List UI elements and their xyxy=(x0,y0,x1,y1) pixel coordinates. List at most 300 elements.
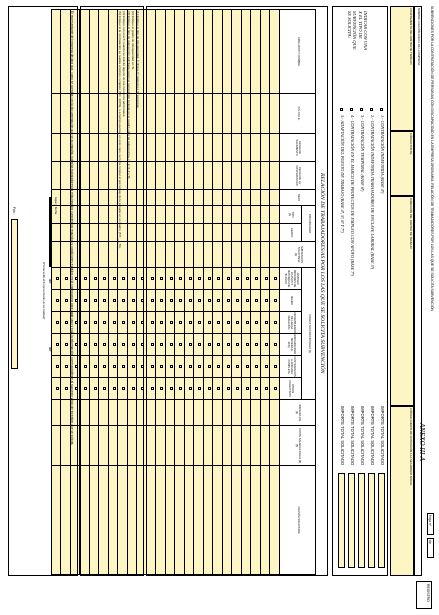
additional-group-checkbox-cell[interactable] xyxy=(261,312,271,334)
checkbox[interactable] xyxy=(160,365,163,368)
subsidy-amount-5-field[interactable] xyxy=(338,473,345,568)
table-cell[interactable] xyxy=(242,134,252,162)
checkbox[interactable] xyxy=(265,387,268,390)
checkbox[interactable] xyxy=(170,299,173,302)
table-cell[interactable] xyxy=(166,190,176,206)
table-cell[interactable] xyxy=(185,162,195,190)
table-cell[interactable] xyxy=(166,206,176,224)
table-cell[interactable] xyxy=(147,242,157,268)
checkbox[interactable] xyxy=(208,387,211,390)
additional-group-checkbox-cell[interactable] xyxy=(223,356,233,378)
table-cell[interactable] xyxy=(213,242,223,268)
table-cell[interactable] xyxy=(156,10,166,94)
additional-group-checkbox-cell[interactable] xyxy=(223,334,233,356)
table-cell[interactable] xyxy=(147,10,157,94)
checkbox[interactable] xyxy=(170,387,173,390)
additional-group-checkbox-cell[interactable] xyxy=(223,290,233,312)
checkbox[interactable] xyxy=(208,321,211,324)
checkbox[interactable] xyxy=(208,365,211,368)
table-cell[interactable] xyxy=(261,426,271,466)
checkbox[interactable] xyxy=(208,277,211,280)
table-cell[interactable] xyxy=(194,242,204,268)
table-cell[interactable] xyxy=(194,224,204,242)
checkbox[interactable] xyxy=(255,277,258,280)
additional-group-checkbox-cell[interactable] xyxy=(251,290,261,312)
checkbox[interactable] xyxy=(236,277,239,280)
table-cell[interactable] xyxy=(242,206,252,224)
table-cell[interactable] xyxy=(185,10,195,94)
checkbox[interactable] xyxy=(170,321,173,324)
table-cell[interactable] xyxy=(251,224,261,242)
additional-group-checkbox-cell[interactable] xyxy=(194,334,204,356)
postal-code-field[interactable] xyxy=(390,131,414,196)
checkbox[interactable] xyxy=(274,365,277,368)
additional-group-checkbox-cell[interactable] xyxy=(261,334,271,356)
checkbox[interactable] xyxy=(255,387,258,390)
additional-group-checkbox-cell[interactable] xyxy=(261,268,271,290)
checkbox[interactable] xyxy=(189,321,192,324)
checkbox[interactable] xyxy=(217,365,220,368)
table-cell[interactable] xyxy=(156,426,166,466)
table-cell[interactable] xyxy=(204,400,214,426)
table-cell[interactable] xyxy=(261,10,271,94)
table-cell[interactable] xyxy=(156,134,166,162)
additional-group-checkbox-cell[interactable] xyxy=(147,356,157,378)
table-cell[interactable] xyxy=(213,400,223,426)
checkbox[interactable] xyxy=(179,299,182,302)
table-cell[interactable] xyxy=(147,224,157,242)
checkbox[interactable] xyxy=(265,321,268,324)
table-cell[interactable] xyxy=(213,162,223,190)
additional-group-checkbox-cell[interactable] xyxy=(270,334,280,356)
checkbox[interactable] xyxy=(227,365,230,368)
table-cell[interactable] xyxy=(175,94,185,134)
checkbox[interactable] xyxy=(227,343,230,346)
checkbox[interactable] xyxy=(151,343,154,346)
table-cell[interactable] xyxy=(261,134,271,162)
additional-group-checkbox-cell[interactable] xyxy=(242,334,252,356)
table-cell[interactable] xyxy=(175,134,185,162)
checkbox[interactable] xyxy=(160,343,163,346)
table-cell[interactable] xyxy=(261,162,271,190)
additional-group-checkbox-cell[interactable] xyxy=(213,378,223,400)
table-cell[interactable] xyxy=(213,466,223,575)
additional-group-checkbox-cell[interactable] xyxy=(270,356,280,378)
checkbox[interactable] xyxy=(274,343,277,346)
table-cell[interactable] xyxy=(242,466,252,575)
subsidy-option-2-checkbox[interactable] xyxy=(370,108,373,111)
table-cell[interactable] xyxy=(223,426,233,466)
table-cell[interactable] xyxy=(270,224,280,242)
table-cell[interactable] xyxy=(147,206,157,224)
checkbox[interactable] xyxy=(151,387,154,390)
additional-group-checkbox-cell[interactable] xyxy=(166,268,176,290)
table-cell[interactable] xyxy=(232,206,242,224)
table-cell[interactable] xyxy=(261,400,271,426)
additional-group-checkbox-cell[interactable] xyxy=(232,334,242,356)
table-cell[interactable] xyxy=(175,400,185,426)
subsidy-amount-1-field[interactable] xyxy=(378,473,385,568)
table-cell[interactable] xyxy=(242,400,252,426)
checkbox[interactable] xyxy=(179,365,182,368)
additional-group-checkbox-cell[interactable] xyxy=(242,290,252,312)
table-cell[interactable] xyxy=(194,162,204,190)
table-cell[interactable] xyxy=(232,10,242,94)
additional-group-checkbox-cell[interactable] xyxy=(270,290,280,312)
table-cell[interactable] xyxy=(175,242,185,268)
subsidy-option-5-checkbox[interactable] xyxy=(340,108,343,111)
table-cell[interactable] xyxy=(223,242,233,268)
table-cell[interactable] xyxy=(204,190,214,206)
additional-group-checkbox-cell[interactable] xyxy=(261,290,271,312)
additional-group-checkbox-cell[interactable] xyxy=(261,356,271,378)
additional-group-checkbox-cell[interactable] xyxy=(242,312,252,334)
additional-group-checkbox-cell[interactable] xyxy=(204,334,214,356)
account-field[interactable] xyxy=(390,406,414,576)
table-cell[interactable] xyxy=(156,224,166,242)
table-cell[interactable] xyxy=(166,10,176,94)
checkbox[interactable] xyxy=(236,299,239,302)
table-cell[interactable] xyxy=(242,426,252,466)
table-cell[interactable] xyxy=(166,94,176,134)
additional-group-checkbox-cell[interactable] xyxy=(147,312,157,334)
additional-group-checkbox-cell[interactable] xyxy=(194,312,204,334)
additional-group-checkbox-cell[interactable] xyxy=(232,290,242,312)
table-cell[interactable] xyxy=(147,134,157,162)
additional-group-checkbox-cell[interactable] xyxy=(270,312,280,334)
table-cell[interactable] xyxy=(185,134,195,162)
table-cell[interactable] xyxy=(194,190,204,206)
table-cell[interactable] xyxy=(242,162,252,190)
additional-group-checkbox-cell[interactable] xyxy=(242,356,252,378)
table-cell[interactable] xyxy=(251,94,261,134)
checkbox[interactable] xyxy=(208,299,211,302)
additional-group-checkbox-cell[interactable] xyxy=(156,268,166,290)
checkbox[interactable] xyxy=(255,321,258,324)
table-cell[interactable] xyxy=(194,466,204,575)
additional-group-checkbox-cell[interactable] xyxy=(166,312,176,334)
table-cell[interactable] xyxy=(175,466,185,575)
checkbox[interactable] xyxy=(208,343,211,346)
additional-group-checkbox-cell[interactable] xyxy=(194,378,204,400)
checkbox[interactable] xyxy=(227,321,230,324)
table-cell[interactable] xyxy=(261,206,271,224)
subsidy-option-3-checkbox[interactable] xyxy=(360,108,363,111)
checkbox[interactable] xyxy=(236,343,239,346)
table-cell[interactable] xyxy=(261,224,271,242)
additional-group-checkbox-cell[interactable] xyxy=(166,356,176,378)
checkbox[interactable] xyxy=(160,277,163,280)
checkbox[interactable] xyxy=(179,277,182,280)
checkbox[interactable] xyxy=(255,343,258,346)
additional-group-checkbox-cell[interactable] xyxy=(147,378,157,400)
checkbox[interactable] xyxy=(189,343,192,346)
table-cell[interactable] xyxy=(223,466,233,575)
additional-group-checkbox-cell[interactable] xyxy=(185,334,195,356)
table-cell[interactable] xyxy=(166,466,176,575)
table-cell[interactable] xyxy=(194,10,204,94)
table-cell[interactable] xyxy=(261,466,271,575)
checkbox[interactable] xyxy=(274,299,277,302)
table-cell[interactable] xyxy=(232,242,242,268)
table-cell[interactable] xyxy=(175,190,185,206)
additional-group-checkbox-cell[interactable] xyxy=(213,290,223,312)
additional-group-checkbox-cell[interactable] xyxy=(232,312,242,334)
table-cell[interactable] xyxy=(223,224,233,242)
checkbox[interactable] xyxy=(265,365,268,368)
checkbox[interactable] xyxy=(236,387,239,390)
subsidy-option-4-checkbox[interactable] xyxy=(350,108,353,111)
table-cell[interactable] xyxy=(261,94,271,134)
checkbox[interactable] xyxy=(151,299,154,302)
table-cell[interactable] xyxy=(270,190,280,206)
additional-group-checkbox-cell[interactable] xyxy=(166,290,176,312)
checkbox[interactable] xyxy=(170,343,173,346)
table-cell[interactable] xyxy=(242,94,252,134)
table-cell[interactable] xyxy=(251,400,261,426)
table-cell[interactable] xyxy=(147,426,157,466)
additional-group-checkbox-cell[interactable] xyxy=(185,268,195,290)
table-cell[interactable] xyxy=(251,190,261,206)
table-cell[interactable] xyxy=(185,206,195,224)
additional-group-checkbox-cell[interactable] xyxy=(204,356,214,378)
additional-group-checkbox-cell[interactable] xyxy=(194,290,204,312)
table-cell[interactable] xyxy=(175,10,185,94)
table-cell[interactable] xyxy=(213,10,223,94)
table-cell[interactable] xyxy=(175,206,185,224)
table-cell[interactable] xyxy=(156,162,166,190)
table-cell[interactable] xyxy=(270,466,280,575)
checkbox[interactable] xyxy=(198,321,201,324)
table-cell[interactable] xyxy=(204,224,214,242)
table-cell[interactable] xyxy=(166,242,176,268)
table-cell[interactable] xyxy=(213,190,223,206)
additional-group-checkbox-cell[interactable] xyxy=(251,356,261,378)
checkbox[interactable] xyxy=(255,365,258,368)
signer-name-field[interactable] xyxy=(11,219,18,369)
additional-group-checkbox-cell[interactable] xyxy=(270,378,280,400)
checkbox[interactable] xyxy=(246,277,249,280)
checkbox[interactable] xyxy=(189,387,192,390)
checkbox[interactable] xyxy=(189,365,192,368)
additional-group-checkbox-cell[interactable] xyxy=(232,356,242,378)
checkbox[interactable] xyxy=(217,277,220,280)
checkbox[interactable] xyxy=(198,299,201,302)
checkbox[interactable] xyxy=(151,321,154,324)
table-cell[interactable] xyxy=(223,162,233,190)
checkbox[interactable] xyxy=(265,277,268,280)
table-cell[interactable] xyxy=(232,162,242,190)
additional-group-checkbox-cell[interactable] xyxy=(147,268,157,290)
table-cell[interactable] xyxy=(147,190,157,206)
table-cell[interactable] xyxy=(147,466,157,575)
additional-group-checkbox-cell[interactable] xyxy=(166,378,176,400)
table-cell[interactable] xyxy=(270,426,280,466)
table-cell[interactable] xyxy=(213,206,223,224)
table-cell[interactable] xyxy=(223,400,233,426)
table-cell[interactable] xyxy=(213,224,223,242)
table-cell[interactable] xyxy=(175,426,185,466)
table-cell[interactable] xyxy=(251,426,261,466)
additional-group-checkbox-cell[interactable] xyxy=(156,334,166,356)
additional-group-checkbox-cell[interactable] xyxy=(175,356,185,378)
additional-group-checkbox-cell[interactable] xyxy=(251,268,261,290)
table-cell[interactable] xyxy=(223,190,233,206)
table-cell[interactable] xyxy=(223,94,233,134)
additional-group-checkbox-cell[interactable] xyxy=(261,378,271,400)
checkbox[interactable] xyxy=(160,387,163,390)
table-cell[interactable] xyxy=(204,242,214,268)
table-cell[interactable] xyxy=(242,190,252,206)
additional-group-checkbox-cell[interactable] xyxy=(204,268,214,290)
checkbox[interactable] xyxy=(198,387,201,390)
additional-group-checkbox-cell[interactable] xyxy=(242,268,252,290)
additional-group-checkbox-cell[interactable] xyxy=(204,290,214,312)
checkbox[interactable] xyxy=(179,343,182,346)
table-cell[interactable] xyxy=(251,10,261,94)
table-cell[interactable] xyxy=(185,224,195,242)
additional-group-checkbox-cell[interactable] xyxy=(204,378,214,400)
table-cell[interactable] xyxy=(251,242,261,268)
additional-group-checkbox-cell[interactable] xyxy=(156,378,166,400)
additional-group-checkbox-cell[interactable] xyxy=(251,334,261,356)
table-cell[interactable] xyxy=(147,162,157,190)
table-cell[interactable] xyxy=(147,94,157,134)
table-cell[interactable] xyxy=(156,206,166,224)
subsidy-amount-3-field[interactable] xyxy=(358,473,365,568)
table-cell[interactable] xyxy=(213,94,223,134)
table-cell[interactable] xyxy=(175,162,185,190)
additional-group-checkbox-cell[interactable] xyxy=(223,268,233,290)
additional-group-checkbox-cell[interactable] xyxy=(204,312,214,334)
checkbox[interactable] xyxy=(198,365,201,368)
table-cell[interactable] xyxy=(166,400,176,426)
table-cell[interactable] xyxy=(270,242,280,268)
additional-group-checkbox-cell[interactable] xyxy=(166,334,176,356)
table-cell[interactable] xyxy=(204,426,214,466)
table-cell[interactable] xyxy=(223,10,233,94)
additional-group-checkbox-cell[interactable] xyxy=(185,356,195,378)
checkbox[interactable] xyxy=(179,387,182,390)
table-cell[interactable] xyxy=(251,134,261,162)
checkbox[interactable] xyxy=(265,299,268,302)
checkbox[interactable] xyxy=(151,365,154,368)
table-cell[interactable] xyxy=(156,242,166,268)
table-cell[interactable] xyxy=(166,426,176,466)
additional-group-checkbox-cell[interactable] xyxy=(185,312,195,334)
additional-group-checkbox-cell[interactable] xyxy=(232,268,242,290)
table-cell[interactable] xyxy=(204,94,214,134)
checkbox[interactable] xyxy=(198,277,201,280)
additional-group-checkbox-cell[interactable] xyxy=(213,268,223,290)
additional-group-checkbox-cell[interactable] xyxy=(213,356,223,378)
additional-group-checkbox-cell[interactable] xyxy=(223,378,233,400)
checkbox[interactable] xyxy=(236,365,239,368)
additional-group-checkbox-cell[interactable] xyxy=(232,378,242,400)
checkbox[interactable] xyxy=(160,299,163,302)
table-cell[interactable] xyxy=(270,10,280,94)
checkbox[interactable] xyxy=(246,365,249,368)
table-cell[interactable] xyxy=(213,134,223,162)
table-cell[interactable] xyxy=(232,134,242,162)
additional-group-checkbox-cell[interactable] xyxy=(147,290,157,312)
additional-group-checkbox-cell[interactable] xyxy=(175,378,185,400)
table-cell[interactable] xyxy=(261,242,271,268)
subsidy-option-1-checkbox[interactable] xyxy=(380,108,383,111)
table-cell[interactable] xyxy=(251,162,261,190)
table-cell[interactable] xyxy=(204,466,214,575)
table-cell[interactable] xyxy=(242,224,252,242)
table-cell[interactable] xyxy=(156,466,166,575)
table-cell[interactable] xyxy=(270,206,280,224)
checkbox[interactable] xyxy=(227,387,230,390)
table-cell[interactable] xyxy=(270,134,280,162)
checkbox[interactable] xyxy=(246,299,249,302)
checkbox[interactable] xyxy=(255,299,258,302)
table-cell[interactable] xyxy=(232,94,242,134)
checkbox[interactable] xyxy=(217,387,220,390)
additional-group-checkbox-cell[interactable] xyxy=(175,268,185,290)
table-cell[interactable] xyxy=(166,162,176,190)
checkbox[interactable] xyxy=(189,299,192,302)
municipality-field[interactable] xyxy=(390,6,414,131)
additional-group-checkbox-cell[interactable] xyxy=(156,290,166,312)
additional-group-checkbox-cell[interactable] xyxy=(185,378,195,400)
table-cell[interactable] xyxy=(223,134,233,162)
checkbox[interactable] xyxy=(217,299,220,302)
table-cell[interactable] xyxy=(194,206,204,224)
additional-group-checkbox-cell[interactable] xyxy=(223,312,233,334)
additional-group-checkbox-cell[interactable] xyxy=(213,334,223,356)
checkbox[interactable] xyxy=(274,387,277,390)
table-cell[interactable] xyxy=(185,190,195,206)
table-cell[interactable] xyxy=(204,10,214,94)
table-cell[interactable] xyxy=(166,134,176,162)
checkbox[interactable] xyxy=(236,321,239,324)
table-cell[interactable] xyxy=(156,190,166,206)
table-cell[interactable] xyxy=(204,162,214,190)
checkbox[interactable] xyxy=(246,343,249,346)
checkbox[interactable] xyxy=(189,277,192,280)
checkbox[interactable] xyxy=(217,343,220,346)
additional-group-checkbox-cell[interactable] xyxy=(156,312,166,334)
table-cell[interactable] xyxy=(194,426,204,466)
additional-group-checkbox-cell[interactable] xyxy=(251,312,261,334)
table-cell[interactable] xyxy=(232,426,242,466)
table-cell[interactable] xyxy=(185,466,195,575)
subsidy-amount-2-field[interactable] xyxy=(368,473,375,568)
additional-group-checkbox-cell[interactable] xyxy=(175,290,185,312)
checkbox[interactable] xyxy=(246,321,249,324)
table-cell[interactable] xyxy=(232,400,242,426)
table-cell[interactable] xyxy=(223,206,233,224)
table-cell[interactable] xyxy=(194,94,204,134)
table-cell[interactable] xyxy=(147,400,157,426)
checkbox[interactable] xyxy=(151,277,154,280)
additional-group-checkbox-cell[interactable] xyxy=(194,268,204,290)
table-cell[interactable] xyxy=(156,400,166,426)
table-cell[interactable] xyxy=(204,206,214,224)
checkbox[interactable] xyxy=(170,365,173,368)
checkbox[interactable] xyxy=(217,321,220,324)
table-cell[interactable] xyxy=(213,426,223,466)
table-cell[interactable] xyxy=(185,426,195,466)
table-cell[interactable] xyxy=(185,94,195,134)
table-cell[interactable] xyxy=(270,162,280,190)
subsidy-amount-4-field[interactable] xyxy=(348,473,355,568)
additional-group-checkbox-cell[interactable] xyxy=(270,268,280,290)
table-cell[interactable] xyxy=(251,206,261,224)
